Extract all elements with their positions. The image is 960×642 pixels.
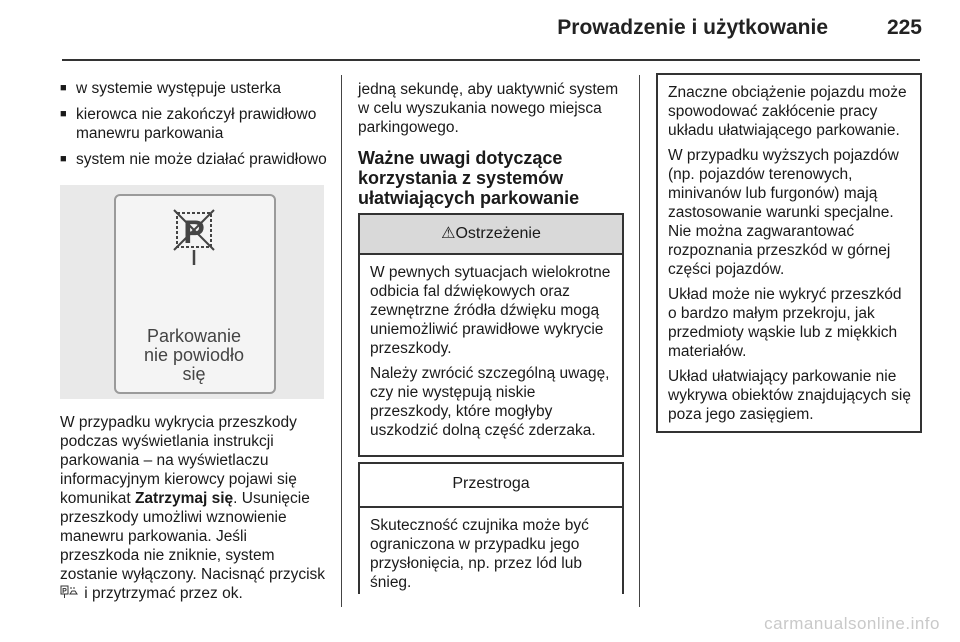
column-divider-left bbox=[341, 75, 342, 607]
message-name: Zatrzymaj się bbox=[134, 490, 234, 507]
warning-paragraph: W pewnych sytuacjach wielokrotne odbicia fal dźwiękowych oraz zewnętrzne źródła dźwięku mogą uniemożliwić prawidłowe wykrycie przeszkody. bbox=[370, 264, 611, 357]
display-message-line: się bbox=[182, 364, 206, 384]
list-item bbox=[60, 150, 328, 169]
display-message-line: nie powiodło bbox=[143, 345, 245, 365]
paragraph-text: . Usunięcie przeszkody umożliwi wznowienie manewru parkowania. Jeśli przeszkoda nie zniknie, system zostanie wyłączony. Nacisnąć przycisk bbox=[60, 490, 326, 583]
bullet-square-icon: ■ bbox=[60, 82, 67, 94]
warning-triangle-icon: ⚠ bbox=[441, 225, 456, 242]
warning-paragraph: Należy zwrócić szczególną uwagę, czy nie występują niskie przeszkody, które mogłyby uszkodzić dolną część zderzaka. bbox=[370, 365, 610, 439]
list-item bbox=[60, 79, 328, 98]
bullet-text: kierowca nie zakończył prawidłowo manewru parkowania bbox=[76, 106, 317, 142]
caution-box bbox=[358, 462, 624, 594]
page-number: 225 bbox=[886, 16, 922, 39]
paragraph-text: i przytrzymać przez ok. bbox=[80, 585, 243, 602]
bullet-text: w systemie występuje usterka bbox=[76, 80, 282, 97]
warning-box-title: Ostrzeżenie bbox=[455, 225, 541, 242]
caution-box-title: Przestroga bbox=[360, 464, 622, 508]
watermark: carmanualsonline.info bbox=[764, 614, 940, 633]
obstacle-paragraph bbox=[60, 413, 328, 603]
header-rule bbox=[62, 59, 920, 61]
info-paragraph: Układ ułatwiający parkowanie nie wykrywa obiektów znajdujących się poza jego zasięgiem. bbox=[668, 368, 911, 423]
display-message-line: Parkowanie bbox=[146, 326, 242, 346]
paragraph-text: W przypadku wykrycia przeszkody podczas wyświetlania instrukcji parkowania – na wyświetlaczu informacyjnym kierowcy pojawi się komunikat bbox=[60, 414, 297, 507]
caution-box-body bbox=[360, 508, 622, 606]
bullet-text: system nie może działać prawidłowo bbox=[76, 151, 327, 168]
info-paragraph: Układ może nie wykryć przeszkód o bardzo małym przekroju, jak przedmioty wąskie lub z miękkich materiałów. bbox=[668, 286, 902, 360]
list-item bbox=[60, 105, 328, 143]
bullet-square-icon: ■ bbox=[60, 108, 67, 120]
bullet-list bbox=[60, 79, 328, 176]
info-box bbox=[656, 73, 922, 433]
intro-text: jedną sekundę, aby uaktywnić system w celu wyszukania nowego miejsca parkingowego. bbox=[358, 81, 619, 136]
info-paragraph: Znaczne obciążenie pojazdu może spowodować zakłócenie pracy układu ułatwiającego parkowanie. bbox=[668, 84, 907, 139]
parking-crossed-icon bbox=[170, 208, 218, 268]
bullet-square-icon: ■ bbox=[60, 153, 67, 165]
svg-text:P: P bbox=[62, 588, 67, 595]
info-box-body bbox=[658, 75, 920, 438]
column-divider-right bbox=[639, 75, 640, 607]
section-heading: Ważne uwagi dotyczące korzystania z systemów ułatwiających parkowanie bbox=[358, 148, 580, 208]
page-header-title: Prowadzenie i użytkowanie bbox=[557, 16, 828, 39]
display-message bbox=[116, 327, 272, 384]
caution-paragraph: Skuteczność czujnika może być ograniczona w przypadku jego przysłonięcia, np. przez lód lub śnieg. bbox=[370, 517, 589, 591]
svg-text:P: P bbox=[183, 214, 205, 250]
warning-box-body bbox=[360, 255, 622, 454]
warning-box bbox=[358, 213, 624, 457]
warning-box-header bbox=[360, 215, 622, 255]
info-paragraph: W przypadku wyższych pojazdów (np. pojazdów terenowych, minivanów lub furgonów) mają zastosowanie warunki specjalne. Nie można zagwarantować rozpoznania przeszkód w górnej części pojazdów. bbox=[668, 147, 899, 278]
parking-assist-button-icon bbox=[60, 585, 80, 599]
